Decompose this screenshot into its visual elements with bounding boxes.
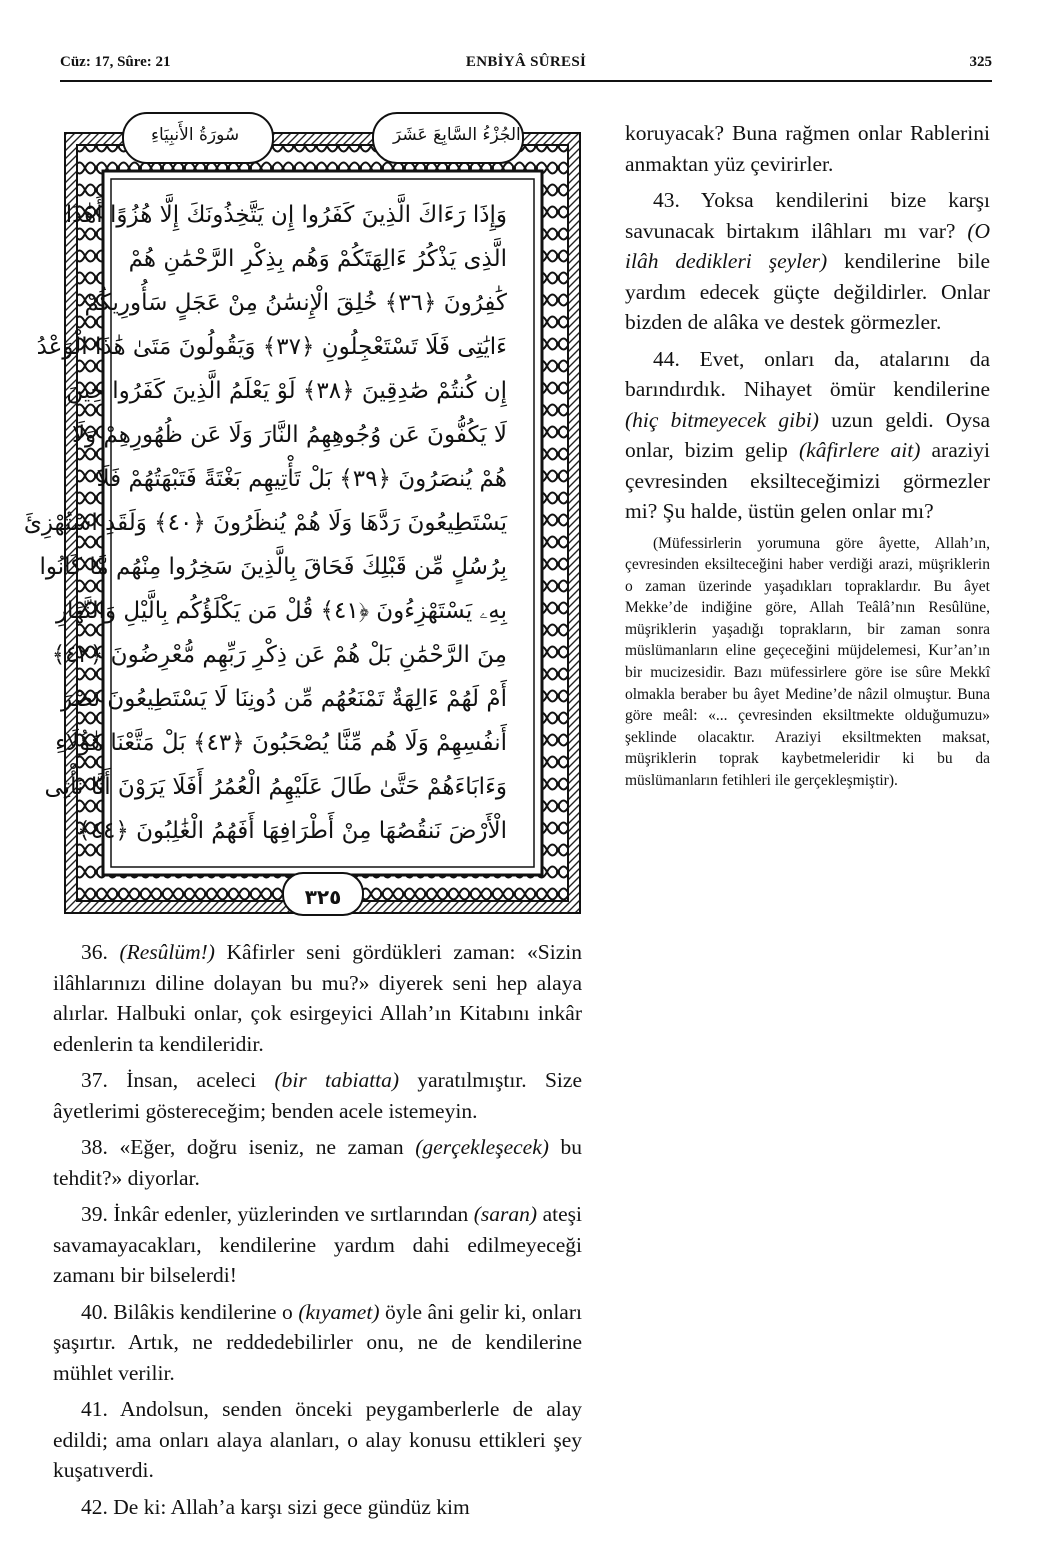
arabic-page-number: ٣٢٥ bbox=[304, 885, 342, 909]
verse-39: 39. İnkâr edenler, yüzlerinden ve sırtlarından (saran) ateşi savamayacakları, kendilerine yardım dahi edilmeyeceği zamanı bir bilselerdi! bbox=[53, 1202, 582, 1287]
arabic-line: أَنفُسِهِمْ وَلَا هُم مِّنَّا يُصْحَبُونَ ﴿٤٣﴾ بَلْ مَتَّعْنَا هَٰؤُلَاءِ bbox=[55, 730, 507, 756]
arabic-line: مِنَ الرَّحْمَٰنِ بَلْ هُمْ عَن ذِكْرِ رَبِّهِم مُّعْرِضُونَ ﴿٤٢﴾ bbox=[51, 642, 507, 668]
arabic-line: وَءَابَاءَهُمْ حَتَّىٰ طَالَ عَلَيْهِمُ الْعُمُرُ أَفَلَا يَرَوْنَ أَنَّا نَأْتِى bbox=[44, 774, 507, 800]
arabic-line: الْأَرْضَ نَنقُصُهَا مِنْ أَطْرَافِهَا أَفَهُمُ الْغَٰلِبُونَ ﴿٤٤﴾ bbox=[77, 818, 507, 844]
verse-43: 43. Yoksa kendilerini bize karşı savunacak birtakım ilâhları mı var? (O ilâh dedikleri şeyler) kendilerine bile yardım edecek güçte değildirler. Onlar bizden de alâka ve destek görmezler. bbox=[625, 188, 990, 334]
arabic-line: ءَايَٰتِى فَلَا تَسْتَعْجِلُونِ ﴿٣٧﴾ وَيَقُولُونَ مَتَىٰ هَٰذَا الْوَعْدُ bbox=[36, 334, 507, 360]
commentary-note: (Müfessirlerin yorumuna göre âyette, Allah’ın, çevresinden eksilteceğini haber verdiği arazi, müşriklerin o zaman üzerinde yaşadıkları topraklardır. Bu âyet Mekke’de indiğine göre, Allah Teâlâ’nın Resûlüne, müşriklerin yaşadığı toprakların, bir zaman sonra müslümanların eline geçeceğini müjdelemesi, Kur’an’ın bir mucizesidir. Bazı müfessirlere göre ise sûre Mekkî olmakla beraber bu âyet Medine’de nâzil olmuştur. Buna göre meâl: «... çevresinden eksiltmekte olduğumuzu» şeklinde olacaktır. Araziyi eksiltmekten maksat, müşriklerin toprak kaybetmeleridir ki bu da müslümanların fetihleri ile gerçekleşmiştir). bbox=[625, 534, 990, 790]
verse-44: 44. Evet, onları da, atalarını da barındırdık. Nihayet ömür kendilerine (hiç bitmeyecek gibi) uzun geldi. Oysa onlar, bizim gelip (kâfirlere ait) araziyi çevresinden eksilteceğimizi görmezler mi? Şu halde, üstün gelen onlar mı? bbox=[625, 346, 990, 523]
arabic-line: بِرُسُلٍ مِّن قَبْلِكَ فَحَاقَ بِالَّذِينَ سَخِرُوا مِنْهُم مَّا كَانُوا bbox=[39, 554, 507, 580]
arabic-line: يَسْتَطِيعُونَ رَدَّهَا وَلَا هُمْ يُنظَرُونَ ﴿٤٠﴾ وَلَقَدِ اسْتُهْزِئَ bbox=[23, 510, 507, 536]
arabic-line: بِهِۦ يَسْتَهْزِءُونَ ﴿٤١﴾ قُلْ مَن يَكْلَؤُكُم بِالَّيْلِ وَالنَّهَارِ bbox=[55, 598, 507, 624]
right-translation-column bbox=[625, 118, 990, 798]
arabic-line: إِن كُنتُمْ صَٰدِقِينَ ﴿٣٨﴾ لَوْ يَعْلَمُ الَّذِينَ كَفَرُوا حِينَ bbox=[66, 378, 507, 404]
arabic-line: كَٰفِرُونَ ﴿٣٦﴾ خُلِقَ الْإِنسَٰنُ مِنْ عَجَلٍ سَأُورِيكُمْ bbox=[84, 290, 507, 316]
arabic-line: لَا يَكُفُّونَ عَن وُجُوهِهِمُ النَّارَ وَلَا عَن ظُهُورِهِمْ وَلَا bbox=[71, 422, 507, 448]
verse-40: 40. Bilâkis kendilerine o (kıyamet) öyle âni gelir ki, onları şaşırtır. Artık, ne reddedebilirler onu, ne de kendilerine mühlet verilir. bbox=[53, 1299, 582, 1385]
arabic-line: الَّذِى يَذْكُرُ ءَالِهَتَكُمْ وَهُم بِذِكْرِ الرَّحْمَٰنِ هُمْ bbox=[128, 246, 507, 272]
surah-title: ENBİYÂ SÛRESİ bbox=[465, 54, 587, 70]
arabic-line: أَمْ لَهُمْ ءَالِهَةٌ تَمْنَعُهُم مِّن دُونِنَا لَا يَسْتَطِيعُونَ نَصْرَ bbox=[60, 686, 507, 712]
verse-38: 38. «Eğer, doğru iseniz, ne zaman (gerçekleşecek) bu tehdit?» diyorlar. bbox=[53, 1135, 582, 1190]
arabic-line: هُمْ يُنصَرُونَ ﴿٣٩﴾ بَلْ تَأْتِيهِم بَغْتَةً فَتَبْهَتُهُمْ فَلَا bbox=[96, 466, 507, 492]
verse-36: 36. (Resûlüm!) Kâfirler seni gördükleri zaman: «Sizin ilâhlarınızı diline dolayan bu mu?» diyerek seni hep alaya alırlar. Halbuki onlar, çok esirgeyici Allah’ın Kitabını inkâr edenlerin ta kendileridir. bbox=[53, 940, 582, 1056]
verse-37: 37. İnsan, aceleci (bir tabiatta) yaratılmıştır. Size âyetlerimi göstereceğim; benden acele istemeyin. bbox=[53, 1068, 582, 1123]
arabic-text-block bbox=[23, 193, 507, 868]
verse-41: 41. Andolsun, senden önceki peygamberlerle de alay edildi; ama onları alaya alanları, o alay konusu ettikleri şey kuşatıverdi. bbox=[53, 1397, 582, 1482]
left-translation-column bbox=[53, 937, 582, 1528]
arabic-line: وَإِذَا رَءَاكَ الَّذِينَ كَفَرُوا إِن يَتَّخِذُونَكَ إِلَّا هُزُوًا أَهَٰذَا bbox=[65, 202, 507, 228]
page-number: 325 bbox=[969, 54, 992, 70]
page-header bbox=[60, 52, 992, 82]
mushaf-page-image bbox=[23, 113, 582, 920]
verse-42-continued: koruyacak? Buna rağmen onlar Rablerini anmaktan yüz çevirirler. bbox=[625, 121, 990, 176]
surah-name-tag: سُورَةُ الأَنبِيَاءِ bbox=[151, 125, 240, 145]
juz-surah-label: Cüz: 17, Sûre: 21 bbox=[60, 54, 171, 70]
juz-tag: الجُزْءُ السَّابِعَ عَشَرَ bbox=[393, 125, 521, 145]
verse-42: 42. De ki: Allah’a karşı sizi gece gündüz kim bbox=[81, 1494, 470, 1519]
